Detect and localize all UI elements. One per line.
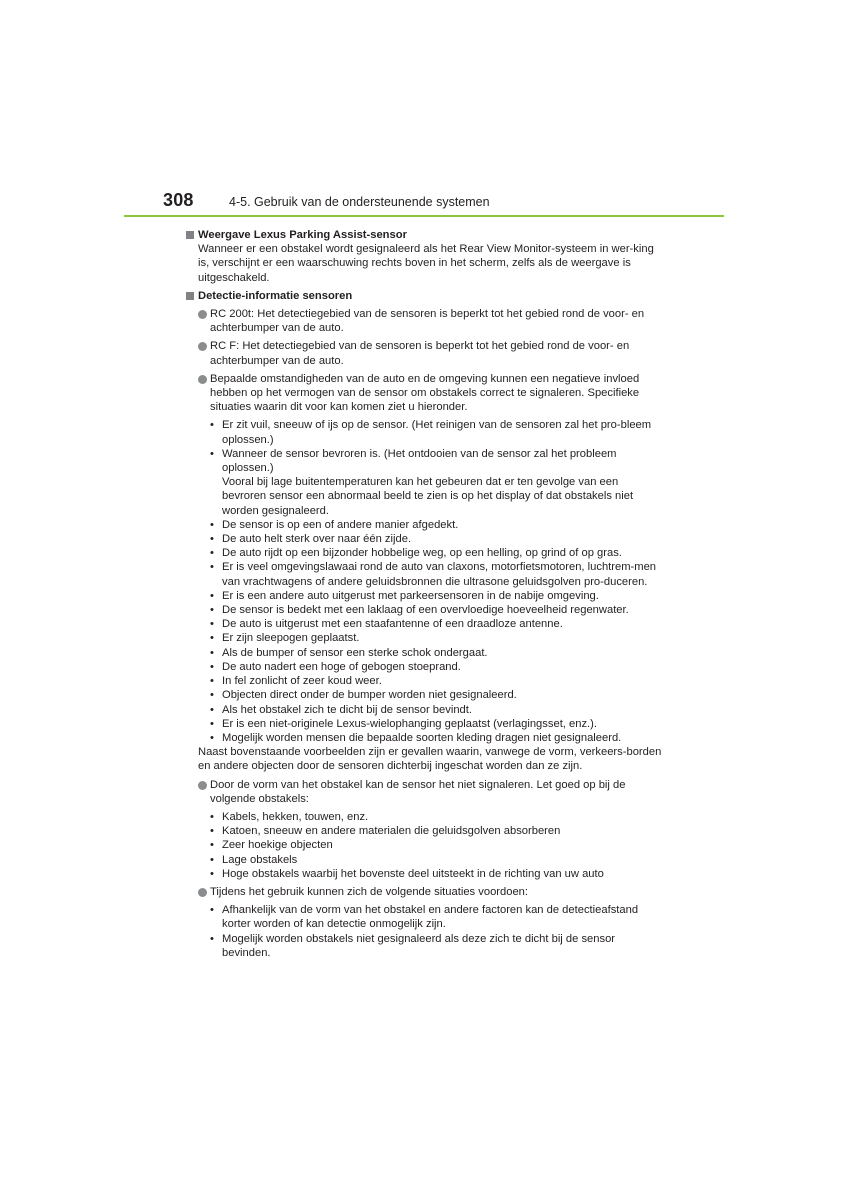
sub-list — [186, 903, 664, 960]
sub-list-item: • Er zit vuil, sneeuw of ijs op de sensor. (Het reinigen van de sensoren zal het pro-bleem oplossen.) — [210, 419, 652, 446]
paragraph: Naast bovenstaande voorbeelden zijn er gevallen waarin, vanwege de vorm, verkeers-borden en andere objecten door de sensoren dichterbij ingeschat worden dan ze zijn. — [198, 746, 662, 773]
sub-list-item: • Katoen, sneeuw en andere materialen die geluidsgolven absorberen — [210, 825, 561, 838]
sub-list — [186, 810, 664, 881]
sub-list-item: • Mogelijk worden mensen die bepaalde soorten kleding dragen niet gesignaleerd. — [210, 731, 622, 744]
header-divider — [124, 215, 724, 217]
sub-list-item: • Afhankelijk van de vorm van het obstakel en andere factoren kan de detectieafstand korter worden of kan detectie onmogelijk zijn. — [210, 904, 639, 931]
sub-list-item: • Als het obstakel zich te dicht bij de sensor bevindt. — [210, 703, 472, 716]
sub-list-item: • De auto is uitgerust met een staafantenne of een draadloze antenne. — [210, 618, 563, 631]
sub-list-item: • De sensor is op een of andere manier afgedekt. — [210, 518, 459, 531]
section-title: 4-5. Gebruik van de ondersteunende systemen — [229, 195, 490, 209]
sub-list-item: • Kabels, hekken, touwen, enz. — [210, 810, 369, 823]
sub-list-item: • Wanneer de sensor bevroren is. (Het ontdooien van de sensor zal het probleem oplossen.) Vooral bij lage buitentemperaturen kan het gebeuren dat er ten gevolge van een bevroren sensor een abnormaal beeld te zien is op het display of dat obstakels niet worden gesignaleerd. — [210, 447, 634, 517]
sub-list-item: • Objecten direct onder de bumper worden niet gesignaleerd. — [210, 689, 517, 702]
sub-list-item: • De auto helt sterk over naar één zijde. — [210, 533, 412, 546]
circle-bullet-icon — [198, 375, 207, 384]
sub-list-item: • Er is een niet-originele Lexus-wielophanging geplaatst (verlagingsset, enz.). — [210, 717, 597, 730]
list-item: RC 200t: Het detectiegebied van de sensoren is beperkt tot het gebied rond de voor- en achterbumper van de auto. — [186, 307, 664, 335]
circle-bullet-icon — [198, 342, 207, 351]
sub-list-item: • Zeer hoekige objecten — [210, 839, 333, 852]
sub-list-item: • De auto nadert een hoge of gebogen stoeprand. — [210, 660, 461, 673]
sub-list-item: • De sensor is bedekt met een laklaag of een overvloedige hoeveelheid regenwater. — [210, 604, 629, 617]
sub-list-item: • De auto rijdt op een bijzonder hobbelige weg, op een helling, op grind of op gras. — [210, 547, 622, 560]
paragraph: Wanneer er een obstakel wordt gesignaleerd als het Rear View Monitor-systeem in wer-king is, verschijnt er een waarschuwing rechts boven in het scherm, zelfs als de weergave is uitgeschakeld. — [198, 243, 654, 284]
sub-list — [186, 418, 664, 745]
list-item: RC F: Het detectiegebied van de sensoren is beperkt tot het gebied rond de voor- en achterbumper van de auto. — [186, 339, 664, 367]
section-heading: Detectie-informatie sensoren — [186, 289, 664, 303]
sub-list-item: • Er is veel omgevingslawaai rond de auto van claxons, motorfietsmotoren, luchtrem-men van vrachtwagens of andere geluidsbronnen die ultrasone geluidsgolven pro-duceren. — [210, 561, 657, 588]
circle-bullet-icon — [198, 781, 207, 790]
list-item: Door de vorm van het obstakel kan de sensor het niet signaleren. Let goed op bij de volgende obstakels: — [186, 778, 664, 806]
circle-bullet-icon — [198, 310, 207, 319]
sub-list-item: • Mogelijk worden obstakels niet gesignaleerd als deze zich te dicht bij de sensor bevinden. — [210, 932, 616, 959]
sub-list-item: • Als de bumper of sensor een sterke schok ondergaat. — [210, 646, 488, 659]
square-bullet-icon — [186, 231, 194, 239]
sub-list-item: • Hoge obstakels waarbij het bovenste deel uitsteekt in de richting van uw auto — [210, 867, 604, 880]
section-heading: Weergave Lexus Parking Assist-sensor — [186, 228, 664, 242]
sub-list-item: • Er is een andere auto uitgerust met parkeersensoren in de nabije omgeving. — [210, 589, 599, 602]
square-bullet-icon — [186, 292, 194, 300]
list-item: Bepaalde omstandigheden van de auto en de omgeving kunnen een negatieve invloed hebben op het vermogen van de sensor om obstakels correct te signaleren. Specifieke situaties waarin dit voor kan komen ziet u hieronder. — [186, 372, 664, 415]
page-content — [186, 226, 664, 960]
sub-list-item: • Lage obstakels — [210, 853, 298, 866]
sub-list-item: • In fel zonlicht of zeer koud weer. — [210, 675, 382, 688]
page-number: 308 — [163, 190, 194, 210]
list-item: Tijdens het gebruik kunnen zich de volgende situaties voordoen: — [186, 885, 664, 899]
circle-bullet-icon — [198, 888, 207, 897]
sub-list-item: • Er zijn sleepogen geplaatst. — [210, 632, 360, 645]
